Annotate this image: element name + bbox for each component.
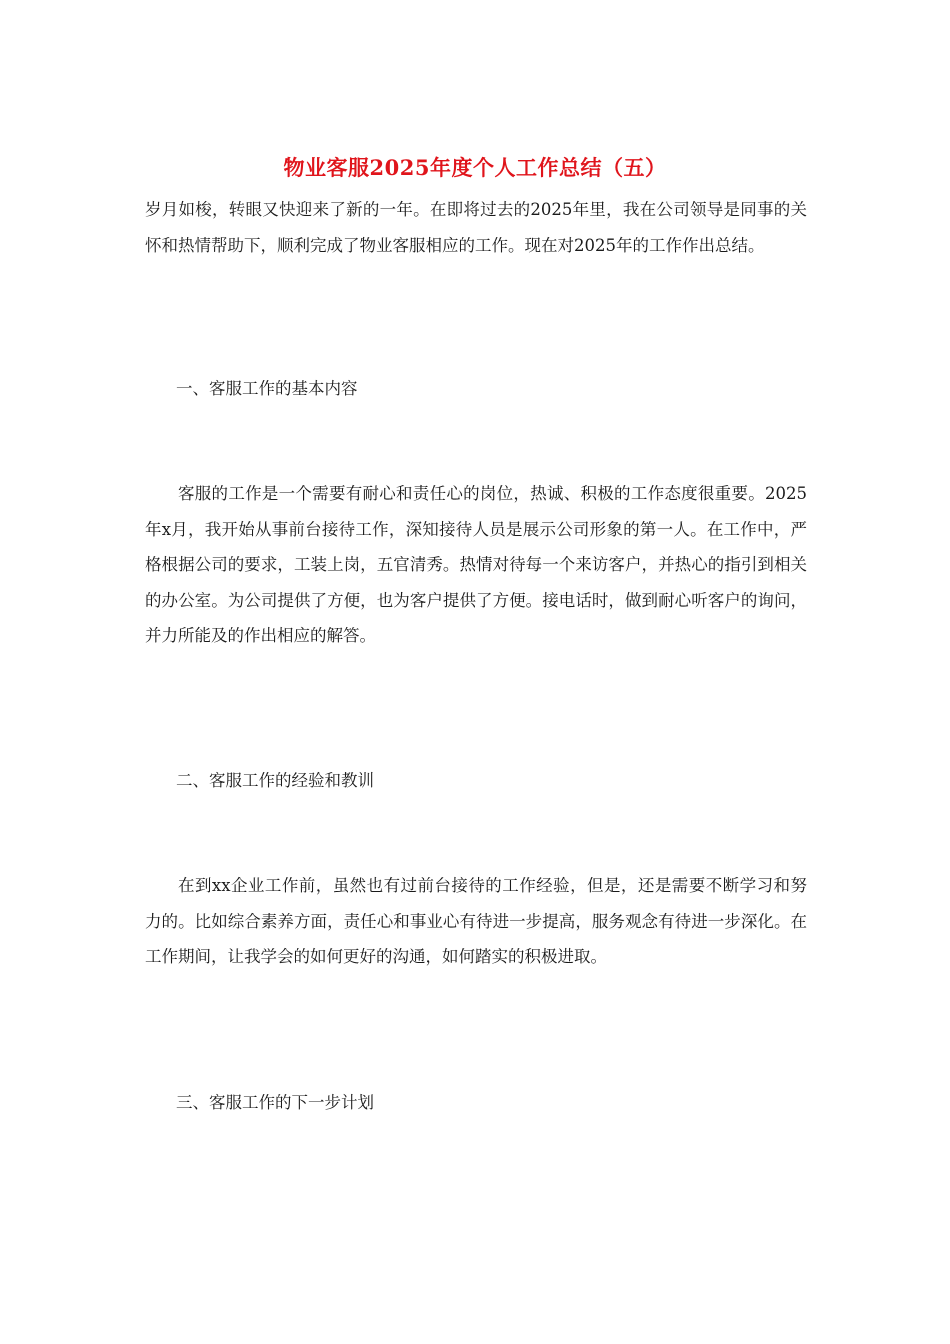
document-title: 物业客服2025年度个人工作总结（五） <box>283 155 667 180</box>
section-body-1: 客服的工作是一个需要有耐心和责任心的岗位，热诚、积极的工作态度很重要。2025年x月，我开始从事前台接待工作，深知接待人员是展示公司形象的第一人。在工作中，严格根据公司的要求，工装上岗，五官清秀。热情对待每一个来访客户，并热心的指引到相关的办公室。为公司提供了方便，也为客户提供了方便。接电话时，做到耐心听客户的询问，并力所能及的作出相应的解答。 <box>145 484 807 645</box>
section-heading-1: 一、客服工作的基本内容 <box>176 379 358 398</box>
section-body-2: 在到xx企业工作前，虽然也有过前台接待的工作经验，但是，还是需要不断学习和努力的。比如综合素养方面，责任心和事业心有待进一步提高，服务观念有待进一步深化。在工作期间，让我学会的如何更好的沟通，如何踏实的积极进取。 <box>145 876 807 966</box>
intro-paragraph: 岁月如梭，转眼又快迎来了新的一年。在即将过去的2025年里，我在公司领导是同事的关怀和热情帮助下，顺利完成了物业客服相应的工作。现在对2025年的工作作出总结。 <box>145 200 807 255</box>
section-heading-2: 二、客服工作的经验和教训 <box>176 771 374 790</box>
section-heading-3: 三、客服工作的下一步计划 <box>176 1093 374 1112</box>
